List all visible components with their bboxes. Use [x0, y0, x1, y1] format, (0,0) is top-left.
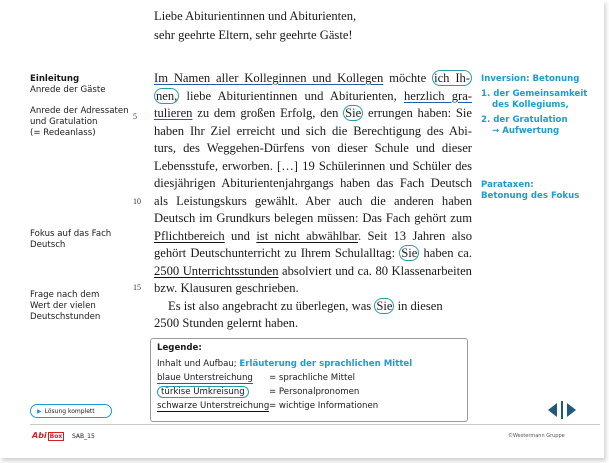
logo-box-text: Box — [49, 433, 63, 440]
text-line: turs, des Weggehen-Dürfens von dieser Schule und dieser — [154, 141, 472, 155]
legend-row — [157, 399, 461, 413]
underline-black: Pflichtbereich — [154, 228, 225, 243]
previous-page-icon[interactable] — [548, 403, 557, 417]
sidebar-text: Wert der vielen — [30, 301, 96, 311]
legend-key-turquoise-circle: türkise Umkreisung — [157, 386, 249, 398]
annotation-inversion — [481, 74, 599, 137]
annotation-item: Betonung des Fokus — [481, 191, 580, 201]
text-line — [154, 245, 472, 263]
pronoun-circle: nen, — [156, 88, 178, 103]
text-span: . Seit 13 Jahren also — [357, 228, 472, 243]
legend-row — [157, 385, 461, 399]
text-line: diesjährigen Abiturientenjahrgangs haben das Fach Deutsch — [154, 176, 472, 190]
footer-divider — [30, 424, 600, 425]
sidebar-note-question — [30, 290, 142, 323]
sidebar-text: (= Redeanlass) — [30, 128, 96, 138]
legend-title: Legende: — [157, 343, 202, 353]
legend-subtitle — [157, 357, 461, 371]
text-span: in diesen — [394, 298, 443, 313]
sidebar-text: Deutsch — [30, 240, 66, 250]
sidebar-heading: Einleitung — [30, 74, 80, 84]
copyright: ©Westermann Gruppe — [508, 433, 565, 439]
text-line — [154, 105, 472, 123]
legend-value: = sprachliche Mittel — [269, 373, 356, 383]
pronoun-circle: Sie — [376, 298, 393, 313]
sidebar-note-intro — [30, 74, 142, 96]
page-code: SAB_15 — [72, 433, 95, 440]
underline-black: 2500 Unterrichtsstunden — [154, 263, 279, 278]
greeting-line-2: sehr geehrte Eltern, sehr geehrte Gäste! — [154, 28, 353, 42]
text-line: 2500 Stunden gelernt haben. — [154, 316, 299, 330]
greeting-line-1: Liebe Abiturientinnen und Abiturienten, — [154, 9, 357, 23]
text-line: haben Ihr Ziel erreicht und sich die Berechtigung des Abi- — [154, 123, 472, 138]
sidebar-text: Fokus auf das Fach — [30, 229, 112, 239]
sidebar-text: und Gratulation — [30, 117, 98, 127]
show-solution-button[interactable] — [30, 404, 112, 418]
text-line — [154, 88, 472, 106]
text-span: liebe Abiturientinnen und Abiturienten, — [179, 88, 404, 103]
text-span: und — [224, 228, 257, 243]
legend-accent-text: Erläuterung der sprachlichen Mittel — [239, 359, 413, 369]
legend-box — [150, 338, 468, 422]
legend-key-black-underline: schwarze Unterstreichung — [157, 401, 270, 411]
show-solution-label: Lösung komplett — [44, 408, 95, 415]
text-line: Lebensstufe, erworben. […] 19 Schülerinnen und Schüler des — [154, 158, 472, 173]
text-span: errungen haben: Sie — [363, 106, 472, 120]
text-line: bzw. Klausuren geschrieben. — [154, 281, 299, 295]
text-line — [154, 263, 472, 281]
legend-text: Inhalt und Aufbau; — [157, 359, 240, 369]
next-page-icon[interactable] — [567, 403, 576, 417]
abibox-logo — [32, 431, 64, 440]
greeting — [154, 7, 356, 45]
annotation-heading: Parataxen: — [481, 180, 534, 190]
legend-value: = wichtige Informationen — [269, 401, 379, 411]
underline-blue: herzlich gra- — [403, 88, 472, 103]
legend-row — [157, 371, 461, 385]
annotation-item: → Aufwertung — [492, 126, 560, 136]
annotation-parataxis — [481, 180, 599, 202]
text-line — [154, 228, 472, 246]
annotation-item: des Kollegiums, — [492, 100, 569, 110]
speech-text — [154, 70, 472, 333]
underline-blue: Im Namen aller Kolleginnen und Kollegen — [154, 71, 384, 85]
annotation-item: 1. der Gemeinsamkeit — [481, 89, 588, 99]
legend-key-blue-underline: blaue Unterstreichung — [157, 373, 253, 383]
sidebar-note-focus — [30, 229, 142, 251]
sidebar-text: Frage nach dem — [30, 290, 100, 300]
text-span: Es ist also angebracht zu überlegen, was — [168, 298, 375, 313]
pronoun-circle: Sie — [401, 246, 418, 260]
text-line — [154, 70, 472, 88]
underline-black: ist nicht abwählbar — [256, 228, 358, 243]
annotation-item: 2. der Gratulation — [481, 115, 568, 125]
line-number-15: 15 — [133, 283, 141, 292]
text-span: zu dem großen Erfolg, den — [192, 106, 344, 120]
text-span: gehört Deutschunterricht zu Ihrem Schulalltag: — [154, 246, 400, 260]
nav-divider — [561, 401, 563, 419]
underline-blue: tulieren — [154, 106, 193, 120]
annotation-heading: Inversion: Betonung — [481, 74, 580, 84]
play-icon: ▶ — [37, 408, 42, 415]
text-line: Deutsch im Grundkurs belegen müssen: Das Fach gehört zum — [154, 211, 472, 225]
pronoun-circle: Sie — [345, 106, 362, 120]
sidebar-text: Deutschstunden — [30, 312, 101, 322]
line-number-10: 10 — [133, 197, 141, 206]
sidebar-text: Anrede der Adressaten — [30, 106, 129, 116]
text-line: als Leistungskurs gewählt. Aber auch die anderen haben — [154, 193, 472, 208]
text-span: möchte — [383, 71, 433, 85]
text-line — [154, 298, 472, 316]
line-number-5: 5 — [133, 112, 137, 121]
text-span: haben ca. — [419, 246, 472, 260]
sidebar-text: Anrede der Gäste — [30, 85, 106, 95]
logo-text: Abi — [32, 431, 47, 440]
pronoun-circle: ich Ih- — [434, 71, 470, 85]
sidebar-note-address — [30, 106, 142, 139]
legend-value: = Personalpronomen — [269, 387, 360, 397]
text-span: absolviert und ca. 80 Klassenarbeiten — [278, 263, 472, 278]
